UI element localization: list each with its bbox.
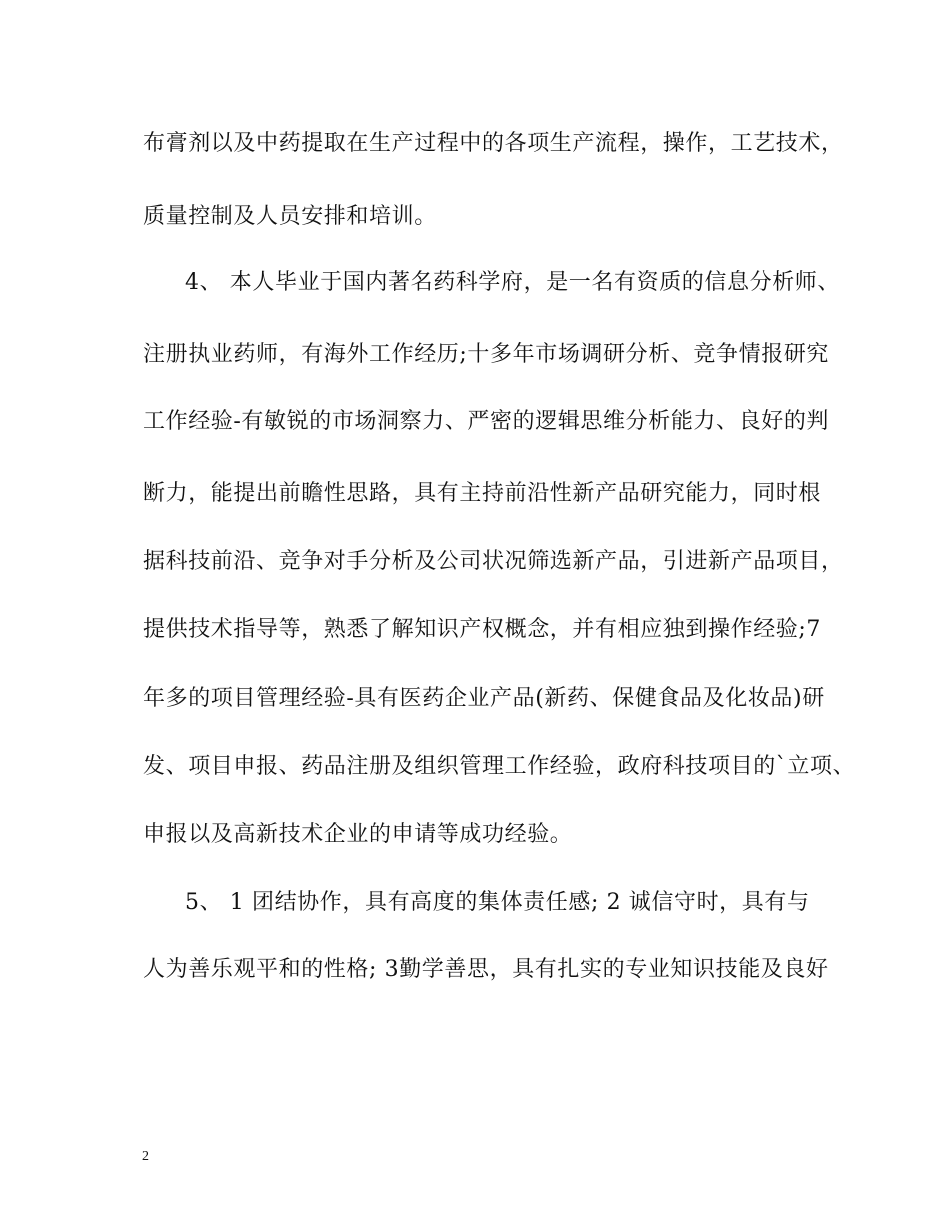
- page-number: 2: [142, 1149, 149, 1164]
- text-line: 年多的项目管理经验-具有医药企业产品(新药、保健食品及化妆品)研: [143, 686, 825, 711]
- text-line: 发、项目申报、药品注册及组织管理工作经验，政府科技项目的`立项、: [143, 754, 856, 779]
- text-line: 质量控制及人员安排和培训。: [143, 204, 437, 229]
- text-line: 据科技前沿、竞争对手分析及公司状况筛选新产品，引进新产品项目，: [143, 549, 844, 574]
- paragraph-item-4-line: 4、 本人毕业于国内著名药科学府，是一名有资质的信息分析师、: [185, 270, 840, 295]
- text-line: 注册执业药师，有海外工作经历;十多年市场调研分析、竞争情报研究: [143, 342, 830, 367]
- text-line: 申报以及高新技术企业的申请等成功经验。: [143, 822, 573, 847]
- text-line: 断力，能提出前瞻性思路，具有主持前沿性新产品研究能力，同时根: [143, 481, 822, 506]
- paragraph-item-5-line: 5、 1 团结协作，具有高度的集体责任感; 2 诚信守时，具有与: [185, 890, 810, 915]
- text-line: 工作经验-有敏锐的市场洞察力、严密的逻辑思维分析能力、良好的判: [143, 409, 830, 434]
- text-line: 提供技术指导等，熟悉了解知识产权概念，并有相应独到操作经验;7: [143, 617, 822, 642]
- text-line: 布膏剂以及中药提取在生产过程中的各项生产流程，操作，工艺技术，: [143, 131, 844, 156]
- text-line: 人为善乐观平和的性格; 3勤学善思，具有扎实的专业知识技能及良好: [143, 957, 829, 982]
